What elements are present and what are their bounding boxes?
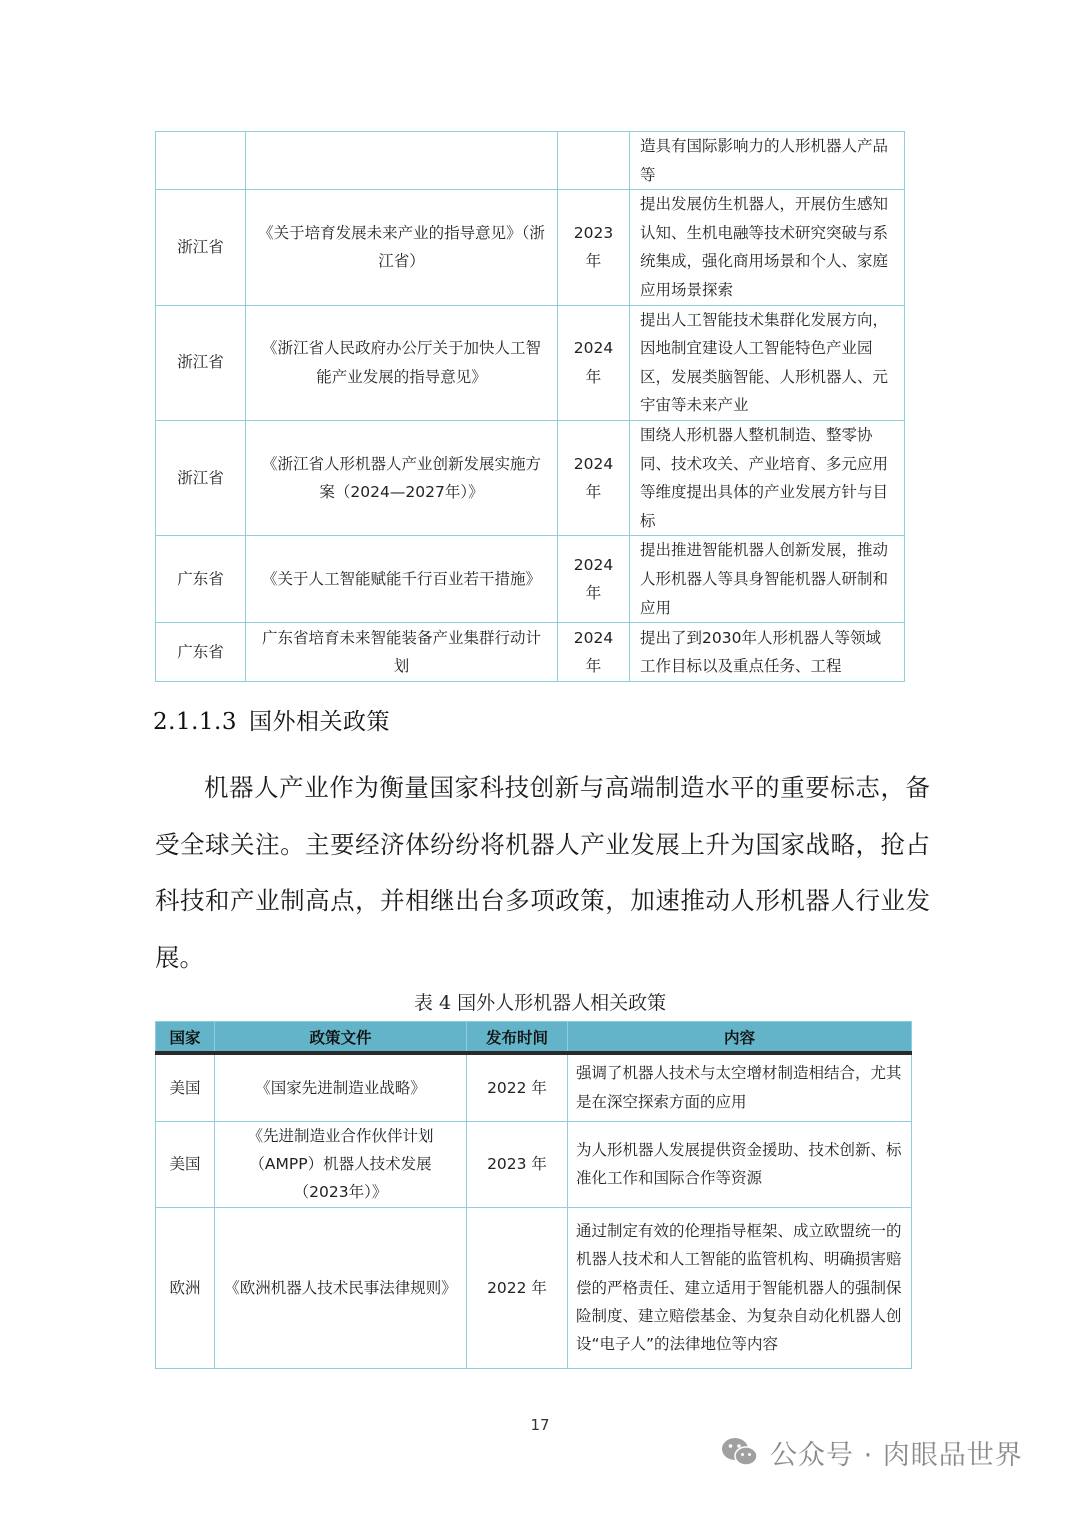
country-cell: 美国 (156, 1121, 215, 1207)
region-cell: 广东省 (156, 536, 246, 623)
document-cell: 《浙江省人形机器人产业创新发展实施方案（2024—2027年）》 (246, 420, 558, 535)
table-row (156, 1121, 912, 1207)
content-cell: 提出了到2030年人形机器人等领域工作目标以及重点任务、工程 (630, 623, 905, 682)
table-row (156, 536, 905, 623)
watermark (720, 1432, 1060, 1472)
time-cell: 2022 年 (467, 1053, 568, 1121)
country-cell: 欧洲 (156, 1207, 215, 1368)
year-cell (558, 132, 630, 190)
content-cell: 围绕人形机器人整机制造、整零协同、技术攻关、产业培育、多元应用等维度提出具体的产业发展方针与目标 (630, 420, 905, 535)
country-cell: 美国 (156, 1053, 215, 1121)
region-cell: 浙江省 (156, 305, 246, 420)
table-row (156, 305, 905, 420)
region-cell: 浙江省 (156, 190, 246, 305)
table-row (156, 623, 905, 682)
region-cell (156, 132, 246, 190)
time-cell: 2022 年 (467, 1207, 568, 1368)
table-caption: 表 4 国外人形机器人相关政策 (413, 992, 667, 1014)
header-country: 国家 (156, 1022, 215, 1054)
document-cell: 《国家先进制造业战略》 (215, 1053, 467, 1121)
document-cell: 广东省培育未来智能装备产业集群行动计划 (246, 623, 558, 682)
wechat-icon (720, 1436, 760, 1468)
content-cell: 造具有国际影响力的人形机器人产品等 (630, 132, 905, 190)
document-cell: 《先进制造业合作伙伴计划（AMPP）机器人技术发展（2023年）》 (215, 1121, 467, 1207)
content-cell: 提出发展仿生机器人，开展仿生感知认知、生机电融等技术研究突破与系统集成，强化商用场景和个人、家庭应用场景探索 (630, 190, 905, 305)
table-row (156, 420, 905, 535)
content-cell: 为人形机器人发展提供资金援助、技术创新、标准化工作和国际合作等资源 (568, 1121, 912, 1207)
document-cell: 《关于培育发展未来产业的指导意见》（浙江省） (246, 190, 558, 305)
header-time: 发布时间 (467, 1022, 568, 1054)
document-cell: 《浙江省人民政府办公厅关于加快人工智能产业发展的指导意见》 (246, 305, 558, 420)
table-row (156, 190, 905, 305)
header-content: 内容 (568, 1022, 912, 1054)
document-cell (246, 132, 558, 190)
section-heading (153, 703, 390, 736)
time-cell: 2023 年 (467, 1121, 568, 1207)
year-cell: 2024年 (558, 305, 630, 420)
foreign-policy-table (155, 1021, 912, 1369)
table-header-row (156, 1022, 912, 1054)
domestic-policy-table-continued (155, 131, 905, 682)
page-number: 17 (530, 1416, 550, 1434)
year-cell: 2024年 (558, 623, 630, 682)
content-cell: 提出推进智能机器人创新发展，推动人形机器人等具身智能机器人研制和应用 (630, 536, 905, 623)
content-cell: 通过制定有效的伦理指导框架、成立欧盟统一的机器人技术和人工智能的监管机构、明确损害赔偿的严格责任、建立适用于智能机器人的强制保险制度、建立赔偿基金、为复杂自动化机器人创设“电子人”的法律地位等内容 (568, 1207, 912, 1368)
header-document: 政策文件 (215, 1022, 467, 1054)
section-title: 国外相关政策 (248, 709, 390, 735)
year-cell: 2024年 (558, 536, 630, 623)
document-cell: 《欧洲机器人技术民事法律规则》 (215, 1207, 467, 1368)
content-cell: 提出人工智能技术集群化发展方向，因地制宜建设人工智能特色产业园区，发展类脑智能、人形机器人、元宇宙等未来产业 (630, 305, 905, 420)
table-row (156, 1053, 912, 1121)
year-cell: 2024年 (558, 420, 630, 535)
section-number: 2.1.1.3 (153, 709, 237, 735)
document-cell: 《关于人工智能赋能千行百业若干措施》 (246, 536, 558, 623)
table-row (156, 132, 905, 190)
body-paragraph: 机器人产业作为衡量国家科技创新与高端制造水平的重要标志，备受全球关注。主要经济体纷纷将机器人产业发展上升为国家战略，抢占科技和产业制高点，并相继出台多项政策，加速推动人形机器人行业发展。 (155, 773, 930, 972)
year-cell: 2023年 (558, 190, 630, 305)
region-cell: 浙江省 (156, 420, 246, 535)
table-row (156, 1207, 912, 1368)
watermark-text: 公众号 · 肉眼品世界 (770, 1439, 1023, 1471)
content-cell: 强调了机器人技术与太空增材制造相结合，尤其是在深空探索方面的应用 (568, 1053, 912, 1121)
region-cell: 广东省 (156, 623, 246, 682)
